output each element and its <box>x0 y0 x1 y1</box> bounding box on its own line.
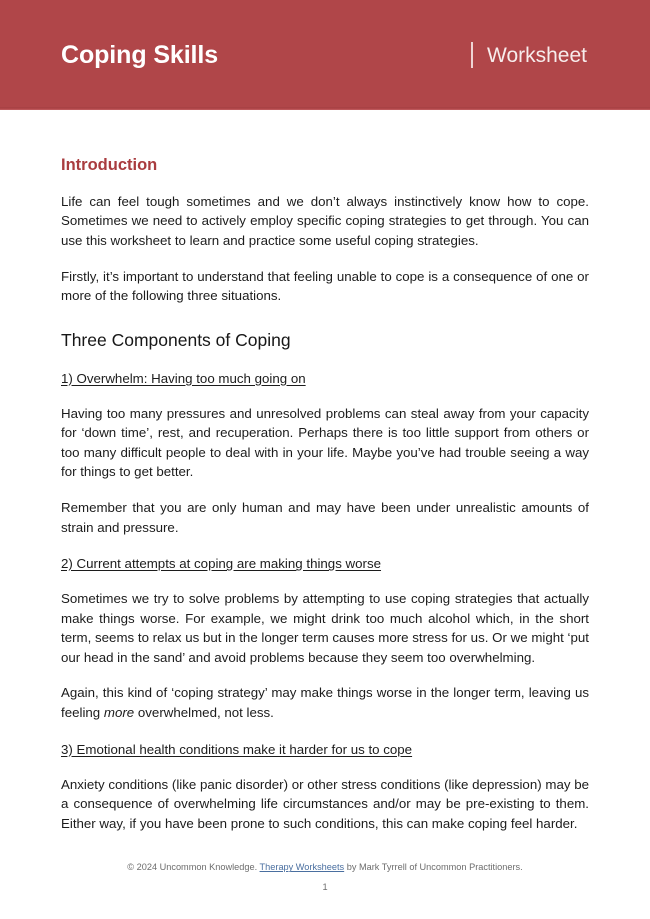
component-2-paragraph-2-emphasis: more <box>103 705 135 721</box>
component-2-paragraph-1: Sometimes we try to solve problems by attempting to use coping strategies that actually make things worse. For example, we might drink too much alcohol which, in the short term, seems to relax us but in the longer term causes more stress for us. Or we might ‘put our head in the sand’ and avoid problems because they seem too overwhelming. <box>61 591 589 665</box>
footer-copyright: © 2024 Uncommon Knowledge. <box>127 862 260 873</box>
page-number: 1 <box>322 882 328 893</box>
component-2-paragraph-2-after: overwhelmed, not less. <box>134 705 274 721</box>
document-body <box>0 156 650 833</box>
document-footer <box>0 861 650 895</box>
three-components-heading: Three Components of Coping <box>61 329 291 350</box>
component-2-subheading: 2) Current attempts at coping are making things worse <box>61 556 382 572</box>
introduction-paragraph-2: Firstly, it’s important to understand that feeling unable to cope is a consequence of one or more of the following three situations. <box>61 268 589 304</box>
component-1-paragraph-1: Having too many pressures and unresolved problems can steal away from your capacity for ‘down time’, rest, and recuperation. Perhaps there is too little support from others or too many difficult people to deal with in your life. Maybe you’ve had trouble seeing a way for things to get better. <box>61 405 589 480</box>
component-1-subheading: 1) Overwhelm: Having too much going on <box>61 370 306 386</box>
document-header <box>0 0 650 110</box>
page-title: Coping Skills <box>61 40 219 69</box>
component-3-subheading: 3) Emotional health conditions make it harder for us to cope <box>61 741 413 757</box>
therapy-worksheets-link[interactable]: Therapy Worksheets <box>259 862 345 873</box>
vertical-divider-icon <box>471 42 473 68</box>
component-2-paragraph-2-before: Again, this kind of ‘coping strategy’ may make things worse in the longer term, leaving us feeling <box>61 685 589 721</box>
footer-credit-line <box>0 861 650 875</box>
component-1-paragraph-2: Remember that you are only human and may have been under unrealistic amounts of strain and pressure. <box>61 499 589 535</box>
footer-attribution: by Mark Tyrrell of Uncommon Practitioners. <box>344 862 523 873</box>
header-right-group <box>471 42 589 68</box>
document-kind-label: Worksheet <box>487 43 587 67</box>
component-2-paragraph-2 <box>61 683 589 722</box>
component-3-paragraph-1: Anxiety conditions (like panic disorder) or other stress conditions (like depression) may be a consequence of overwhelming life circumstances and/or may be pre-existing to them. Either way, if you have been prone to such conditions, this can make coping feel harder. <box>61 776 589 831</box>
introduction-paragraph-1: Life can feel tough sometimes and we don’t always instinctively know how to cope. Sometimes we need to actively employ specific coping strategies to get through. You can use this worksheet to learn and practice some useful coping strategies. <box>61 193 589 248</box>
introduction-heading: Introduction <box>61 156 158 174</box>
